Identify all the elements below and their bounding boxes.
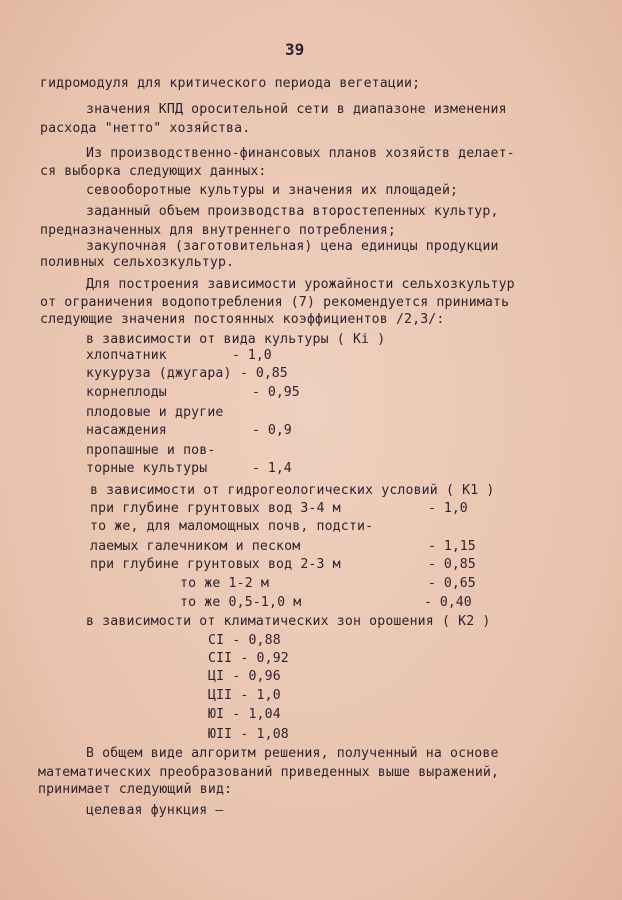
text-line: целевая функция — — [86, 803, 224, 818]
crop-label: пропашные и пов- — [86, 443, 216, 458]
hydro-label: то же, для маломощных почв, подсти- — [90, 519, 374, 534]
hydro-value: - 1,15 — [428, 539, 476, 554]
text-line: севооборотные культуры и значения их площадей; — [86, 183, 459, 198]
crop-label: плодовые и другие — [86, 405, 224, 420]
climate-heading: в зависимости от климатических зон орошения ( K2 ) — [86, 614, 491, 629]
crop-label: хлопчатник — [86, 348, 167, 363]
text-line: поливных сельхозкультур. — [40, 255, 235, 270]
text-line: заданный объем производства второстепенных культур, — [86, 204, 499, 219]
page-number: 39 — [285, 40, 305, 59]
text-line: от ограничения водопотребления (7) рекомендуется принимать — [40, 295, 510, 310]
climate-row: ЮII - 1,08 — [208, 727, 289, 742]
crop-label: торные культуры — [86, 461, 208, 476]
text-line: математических преобразований приведенных выше выражений, — [38, 765, 500, 780]
hydro-value: - 0,40 — [424, 595, 472, 610]
hydro-value: - 0,65 — [428, 576, 476, 591]
climate-row: ЦII - 1,0 — [208, 688, 281, 703]
text-line: Из производственно-финансовых планов хозяйств делает- — [86, 146, 515, 161]
climate-row: CII - 0,92 — [208, 651, 289, 666]
text-line: В общем виде алгоритм решения, полученный на основе — [86, 746, 499, 761]
text-line: гидромодуля для критического периода вегетации; — [40, 76, 421, 91]
climate-row: ЮI - 1,04 — [208, 707, 281, 722]
climate-row: ЦI - 0,96 — [208, 669, 281, 684]
crop-label: кукуруза (джугара) — [86, 366, 232, 381]
hydro-value: - 0,85 — [428, 557, 476, 572]
text-line: расхода "нетто" хозяйства. — [40, 121, 251, 136]
hydro-label: при глубине грунтовых вод 3-4 м — [90, 501, 341, 516]
hydro-label: то же 0,5-1,0 м — [180, 595, 302, 610]
crop-value: - 0,85 — [240, 366, 288, 381]
crop-heading: в зависимости от вида культуры ( Ki ) — [86, 332, 386, 347]
text-line: ся выборка следующих данных: — [40, 164, 267, 179]
hydro-heading: в зависимости от гидрогеологических условий ( K1 ) — [90, 483, 495, 498]
text-line: закупочная (заготовительная) цена единицы продукции — [86, 239, 499, 254]
text-line: Для построения зависимости урожайности сельхозкультур — [86, 277, 515, 292]
text-line: значения КПД оросительной сети в диапазоне изменения — [86, 102, 507, 117]
hydro-label: при глубине грунтовых вод 2-3 м — [90, 557, 341, 572]
text-line: следующие значения постоянных коэффициентов /2,3/: — [40, 312, 445, 327]
text-line: предназначенных для внутреннего потребления; — [40, 223, 396, 238]
hydro-label: то же 1-2 м — [180, 576, 269, 591]
crop-value: - 0,95 — [252, 385, 300, 400]
climate-row: CI - 0,88 — [208, 633, 281, 648]
crop-value: - 0,9 — [252, 423, 292, 438]
crop-label: корнеплоды — [86, 385, 167, 400]
hydro-value: - 1,0 — [428, 501, 468, 516]
text-line: принимает следующий вид: — [38, 782, 233, 797]
crop-value: - 1,0 — [232, 348, 272, 363]
crop-label: насаждения — [86, 423, 167, 438]
crop-value: - 1,4 — [252, 461, 292, 476]
hydro-label: лаемых галечником и песком — [90, 539, 301, 554]
